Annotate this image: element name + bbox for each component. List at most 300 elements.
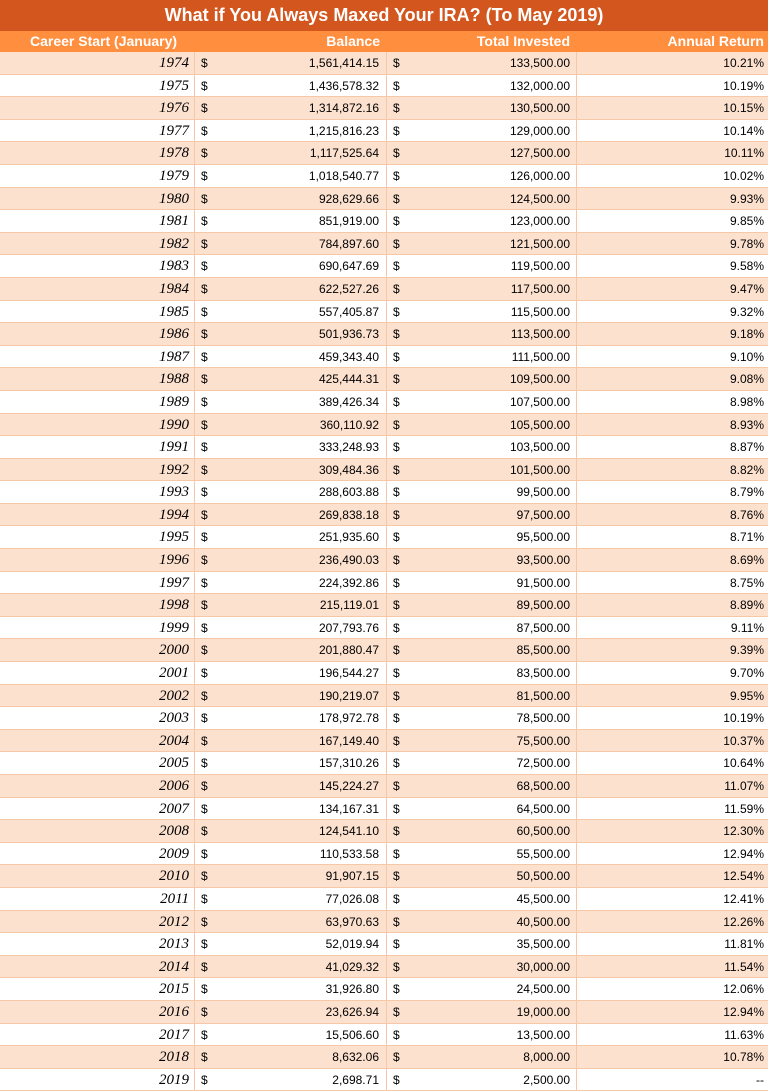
table-row <box>0 572 768 595</box>
balance-value: 251,935.60 <box>318 530 379 545</box>
currency-symbol: $ <box>201 553 208 568</box>
cell-annual-return[interactable]: 12.26% <box>576 911 768 933</box>
cell-year[interactable]: 1984 <box>159 280 189 297</box>
cell-year[interactable]: 2014 <box>159 958 189 975</box>
invested-value: 19,000.00 <box>516 1004 570 1019</box>
balance-value: 15,506.60 <box>325 1027 379 1042</box>
cell-balance[interactable] <box>194 255 386 277</box>
cell-total-invested[interactable] <box>386 843 576 865</box>
cell-total-invested[interactable] <box>386 255 576 277</box>
cell-balance[interactable] <box>194 210 386 232</box>
table-row <box>0 933 768 956</box>
invested-value: 50,500.00 <box>516 869 570 884</box>
cell-annual-return[interactable]: 9.78% <box>576 233 768 255</box>
table-row <box>0 662 768 685</box>
table-row <box>0 865 768 888</box>
cell-year[interactable]: 2008 <box>159 823 189 840</box>
cell-balance[interactable] <box>194 142 386 164</box>
currency-symbol: $ <box>201 914 208 929</box>
cell-annual-return[interactable]: 8.82% <box>576 459 768 481</box>
cell-balance[interactable] <box>194 97 386 119</box>
cell-year[interactable]: 2007 <box>159 800 189 817</box>
cell-year[interactable]: 2001 <box>159 665 189 682</box>
cell-total-invested[interactable] <box>386 956 576 978</box>
cell-total-invested[interactable] <box>386 707 576 729</box>
currency-symbol: $ <box>393 304 400 319</box>
balance-value: 501,936.73 <box>318 327 379 342</box>
cell-total-invested[interactable] <box>386 414 576 436</box>
cell-annual-return[interactable]: 11.81% <box>576 933 768 955</box>
cell-balance[interactable] <box>194 391 386 413</box>
cell-balance[interactable] <box>194 820 386 842</box>
balance-value: 309,484.36 <box>318 462 379 477</box>
cell-annual-return[interactable]: 10.64% <box>576 752 768 774</box>
currency-symbol: $ <box>393 1027 400 1042</box>
currency-symbol: $ <box>201 214 208 229</box>
cell-balance[interactable] <box>194 165 386 187</box>
balance-value: 1,117,525.64 <box>309 146 379 161</box>
invested-value: 30,000.00 <box>516 959 570 974</box>
cell-year[interactable]: 2018 <box>159 1049 189 1066</box>
cell-balance[interactable] <box>194 888 386 910</box>
table-row <box>0 120 768 143</box>
cell-annual-return[interactable]: 10.21% <box>576 52 768 74</box>
cell-balance[interactable] <box>194 617 386 639</box>
cell-year[interactable]: 1986 <box>159 326 189 343</box>
cell-balance[interactable] <box>194 323 386 345</box>
cell-year[interactable]: 2017 <box>159 1026 189 1043</box>
cell-annual-return[interactable]: 8.69% <box>576 549 768 571</box>
balance-value: 63,970.63 <box>325 914 379 929</box>
cell-balance[interactable] <box>194 639 386 661</box>
currency-symbol: $ <box>201 485 208 500</box>
cell-annual-return[interactable]: 10.11% <box>576 142 768 164</box>
cell-year[interactable]: 1981 <box>159 213 189 230</box>
cell-total-invested[interactable] <box>386 481 576 503</box>
cell-total-invested[interactable] <box>386 391 576 413</box>
balance-value: 52,019.94 <box>325 937 379 952</box>
balance-value: 8,632.06 <box>332 1050 379 1065</box>
cell-balance[interactable] <box>194 414 386 436</box>
cell-total-invested[interactable] <box>386 865 576 887</box>
cell-balance[interactable] <box>194 1046 386 1068</box>
cell-annual-return[interactable]: 9.18% <box>576 323 768 345</box>
cell-balance[interactable] <box>194 301 386 323</box>
currency-symbol: $ <box>393 168 400 183</box>
cell-total-invested[interactable] <box>386 639 576 661</box>
table-row <box>0 1046 768 1069</box>
cell-annual-return[interactable]: 8.76% <box>576 504 768 526</box>
balance-value: 167,149.40 <box>318 733 379 748</box>
cell-annual-return[interactable]: 10.19% <box>576 707 768 729</box>
cell-year[interactable]: 1996 <box>159 552 189 569</box>
invested-value: 101,500.00 <box>509 462 570 477</box>
table-row <box>0 956 768 979</box>
header-career-start[interactable]: Career Start (January) <box>30 33 178 49</box>
currency-symbol: $ <box>393 191 400 206</box>
cell-year[interactable]: 1997 <box>159 574 189 591</box>
header-annual-return[interactable]: Annual Return <box>667 33 764 49</box>
cell-year[interactable]: 1989 <box>159 393 189 410</box>
cell-year[interactable]: 2015 <box>159 981 189 998</box>
cell-total-invested[interactable] <box>386 188 576 210</box>
table-row <box>0 436 768 459</box>
cell-year[interactable]: 1995 <box>159 529 189 546</box>
cell-total-invested[interactable] <box>386 1001 576 1023</box>
cell-year[interactable]: 1994 <box>159 506 189 523</box>
invested-value: 121,500.00 <box>509 236 570 251</box>
table-row <box>0 481 768 504</box>
cell-year[interactable]: 2002 <box>159 687 189 704</box>
cell-year[interactable]: 2006 <box>159 778 189 794</box>
currency-symbol: $ <box>201 530 208 545</box>
cell-total-invested[interactable] <box>386 662 576 684</box>
currency-symbol: $ <box>201 507 208 522</box>
cell-balance[interactable] <box>194 933 386 955</box>
currency-symbol: $ <box>393 756 400 771</box>
cell-balance[interactable] <box>194 436 386 458</box>
balance-value: 215,119.01 <box>319 598 379 613</box>
cell-year[interactable]: 2019 <box>159 1071 189 1088</box>
cell-total-invested[interactable] <box>386 911 576 933</box>
cell-year[interactable]: 1974 <box>159 55 189 71</box>
currency-symbol: $ <box>393 553 400 568</box>
cell-total-invested[interactable] <box>386 75 576 97</box>
currency-symbol: $ <box>201 440 208 455</box>
cell-total-invested[interactable] <box>386 301 576 323</box>
cell-year[interactable]: 2011 <box>160 890 189 907</box>
currency-symbol: $ <box>201 304 208 319</box>
table-row <box>0 843 768 866</box>
cell-annual-return[interactable]: 9.47% <box>576 278 768 300</box>
currency-symbol: $ <box>393 327 400 342</box>
currency-symbol: $ <box>393 394 400 409</box>
invested-value: 103,500.00 <box>509 440 570 455</box>
table-row <box>0 549 768 572</box>
balance-value: 622,527.26 <box>318 281 379 296</box>
table-row <box>0 142 768 165</box>
cell-annual-return[interactable]: 10.37% <box>576 730 768 752</box>
cell-year[interactable]: 1980 <box>159 190 189 207</box>
invested-value: 99,500.00 <box>516 485 570 500</box>
cell-balance[interactable] <box>194 865 386 887</box>
cell-annual-return[interactable]: 9.58% <box>576 255 768 277</box>
cell-year[interactable]: 1988 <box>159 371 189 388</box>
currency-symbol: $ <box>201 236 208 251</box>
cell-year[interactable]: 1979 <box>159 167 189 184</box>
cell-balance[interactable] <box>194 843 386 865</box>
cell-year[interactable]: 1993 <box>159 484 189 501</box>
cell-year[interactable]: 1976 <box>159 100 189 117</box>
cell-annual-return[interactable]: 11.63% <box>576 1024 768 1046</box>
invested-value: 129,000.00 <box>509 123 570 138</box>
cell-annual-return[interactable]: 8.71% <box>576 526 768 548</box>
cell-balance[interactable] <box>194 368 386 390</box>
cell-annual-return[interactable]: 12.94% <box>576 843 768 865</box>
currency-symbol: $ <box>201 259 208 274</box>
cell-annual-return[interactable]: 12.94% <box>576 1001 768 1023</box>
balance-value: 178,972.78 <box>318 711 379 726</box>
table-row <box>0 255 768 278</box>
currency-symbol: $ <box>201 801 208 816</box>
cell-annual-return[interactable]: 9.11% <box>576 617 768 639</box>
cell-total-invested[interactable] <box>386 617 576 639</box>
cell-balance[interactable] <box>194 685 386 707</box>
table-row <box>0 165 768 188</box>
cell-total-invested[interactable] <box>386 798 576 820</box>
cell-year[interactable]: 1975 <box>159 77 189 94</box>
currency-symbol: $ <box>201 779 208 793</box>
cell-balance[interactable] <box>194 549 386 571</box>
invested-value: 115,500.00 <box>510 304 570 319</box>
cell-annual-return[interactable]: 10.78% <box>576 1046 768 1068</box>
cell-year[interactable]: 1985 <box>159 303 189 320</box>
invested-value: 24,500.00 <box>516 982 570 997</box>
currency-symbol: $ <box>393 236 400 251</box>
balance-value: 110,533.58 <box>319 846 379 861</box>
balance-value: 31,926.80 <box>325 982 379 997</box>
cell-total-invested[interactable] <box>386 978 576 1000</box>
invested-value: 72,500.00 <box>516 756 570 771</box>
cell-annual-return[interactable]: 8.87% <box>576 436 768 458</box>
cell-annual-return[interactable]: 12.54% <box>576 865 768 887</box>
cell-balance[interactable] <box>194 798 386 820</box>
cell-year[interactable]: 1991 <box>159 439 189 456</box>
cell-balance[interactable] <box>194 459 386 481</box>
invested-value: 119,500.00 <box>510 259 570 274</box>
invested-value: 81,500.00 <box>516 688 570 703</box>
cell-annual-return[interactable]: 10.02% <box>576 165 768 187</box>
balance-value: 236,490.03 <box>318 553 379 568</box>
currency-symbol: $ <box>393 733 400 748</box>
table-row <box>0 526 768 549</box>
cell-annual-return[interactable]: 8.79% <box>576 481 768 503</box>
cell-balance[interactable] <box>194 526 386 548</box>
cell-year[interactable]: 1977 <box>159 122 189 139</box>
cell-annual-return[interactable]: 12.30% <box>576 820 768 842</box>
cell-balance[interactable] <box>194 730 386 752</box>
currency-symbol: $ <box>201 575 208 590</box>
cell-total-invested[interactable] <box>386 1046 576 1068</box>
cell-annual-return[interactable]: 8.98% <box>576 391 768 413</box>
cell-total-invested[interactable] <box>386 233 576 255</box>
cell-balance[interactable] <box>194 52 386 74</box>
cell-total-invested[interactable] <box>386 594 576 616</box>
currency-symbol: $ <box>393 891 400 906</box>
cell-balance[interactable] <box>194 662 386 684</box>
cell-annual-return[interactable]: 9.70% <box>576 662 768 684</box>
cell-year[interactable]: 1999 <box>159 619 189 636</box>
cell-total-invested[interactable] <box>386 52 576 74</box>
currency-symbol: $ <box>201 869 208 884</box>
currency-symbol: $ <box>393 507 400 522</box>
cell-year[interactable]: 1982 <box>159 235 189 252</box>
cell-year[interactable]: 2005 <box>159 755 189 772</box>
cell-balance[interactable] <box>194 978 386 1000</box>
cell-annual-return[interactable]: 10.14% <box>576 120 768 142</box>
cell-total-invested[interactable] <box>386 142 576 164</box>
currency-symbol: $ <box>393 123 400 138</box>
cell-total-invested[interactable] <box>386 120 576 142</box>
invested-value: 35,500.00 <box>516 937 570 952</box>
cell-year[interactable]: 2003 <box>159 710 189 727</box>
cell-total-invested[interactable] <box>386 346 576 368</box>
invested-value: 105,500.00 <box>509 417 570 432</box>
currency-symbol: $ <box>393 620 400 635</box>
header-balance[interactable]: Balance <box>326 33 380 49</box>
cell-annual-return[interactable]: 12.06% <box>576 978 768 1000</box>
currency-symbol: $ <box>201 846 208 861</box>
cell-total-invested[interactable] <box>386 526 576 548</box>
cell-total-invested[interactable] <box>386 323 576 345</box>
cell-annual-return[interactable]: 9.85% <box>576 210 768 232</box>
balance-value: 389,426.34 <box>318 394 379 409</box>
cell-balance[interactable] <box>194 278 386 300</box>
cell-total-invested[interactable] <box>386 210 576 232</box>
cell-year[interactable]: 1992 <box>159 461 189 478</box>
invested-value: 91,500.00 <box>516 575 570 590</box>
table-row <box>0 210 768 233</box>
table-row <box>0 414 768 437</box>
currency-symbol: $ <box>201 982 208 997</box>
cell-balance[interactable] <box>194 504 386 526</box>
header-row <box>0 31 768 52</box>
currency-symbol: $ <box>201 281 208 296</box>
invested-value: 83,500.00 <box>516 666 570 681</box>
invested-value: 132,000.00 <box>509 78 570 93</box>
cell-annual-return[interactable]: 8.89% <box>576 594 768 616</box>
invested-value: 107,500.00 <box>509 394 570 409</box>
cell-balance[interactable] <box>194 911 386 933</box>
cell-total-invested[interactable] <box>386 572 576 594</box>
cell-balance[interactable] <box>194 481 386 503</box>
cell-annual-return[interactable]: 9.93% <box>576 188 768 210</box>
cell-annual-return[interactable]: -- <box>576 1069 768 1091</box>
cell-annual-return[interactable]: 11.54% <box>576 956 768 978</box>
cell-year[interactable]: 1990 <box>159 416 189 433</box>
cell-year[interactable]: 2013 <box>159 936 189 953</box>
cell-balance[interactable] <box>194 775 386 797</box>
cell-total-invested[interactable] <box>386 436 576 458</box>
cell-total-invested[interactable] <box>386 459 576 481</box>
currency-symbol: $ <box>201 417 208 432</box>
cell-total-invested[interactable] <box>386 888 576 910</box>
balance-value: 690,647.69 <box>318 259 379 274</box>
cell-year[interactable]: 1987 <box>159 348 189 365</box>
invested-value: 45,500.00 <box>516 891 570 906</box>
invested-value: 117,500.00 <box>510 281 570 296</box>
cell-balance[interactable] <box>194 346 386 368</box>
invested-value: 60,500.00 <box>516 824 570 839</box>
cell-annual-return[interactable]: 9.39% <box>576 639 768 661</box>
table-row <box>0 52 768 75</box>
cell-total-invested[interactable] <box>386 820 576 842</box>
cell-total-invested[interactable] <box>386 752 576 774</box>
table-row <box>0 323 768 346</box>
table-row <box>0 888 768 911</box>
cell-total-invested[interactable] <box>386 1024 576 1046</box>
balance-value: 1,018,540.77 <box>308 168 379 183</box>
cell-balance[interactable] <box>194 188 386 210</box>
cell-total-invested[interactable] <box>386 278 576 300</box>
cell-year[interactable]: 2016 <box>159 1003 189 1020</box>
cell-year[interactable]: 1983 <box>159 258 189 275</box>
balance-value: 784,897.60 <box>318 236 379 251</box>
cell-total-invested[interactable] <box>386 368 576 390</box>
cell-total-invested[interactable] <box>386 504 576 526</box>
cell-balance[interactable] <box>194 75 386 97</box>
cell-total-invested[interactable] <box>386 730 576 752</box>
balance-value: 224,392.86 <box>318 575 379 590</box>
balance-value: 333,248.93 <box>318 440 379 455</box>
cell-balance[interactable] <box>194 1069 386 1091</box>
cell-balance[interactable] <box>194 594 386 616</box>
table-row <box>0 617 768 640</box>
balance-value: 196,544.27 <box>318 666 379 681</box>
invested-value: 85,500.00 <box>516 643 570 658</box>
cell-balance[interactable] <box>194 707 386 729</box>
cell-annual-return[interactable]: 10.15% <box>576 97 768 119</box>
header-total-invested[interactable]: Total Invested <box>476 33 570 49</box>
cell-year[interactable]: 2012 <box>159 913 189 930</box>
cell-annual-return[interactable]: 8.93% <box>576 414 768 436</box>
cell-annual-return[interactable]: 8.75% <box>576 572 768 594</box>
cell-year[interactable]: 1998 <box>159 597 189 614</box>
cell-balance[interactable] <box>194 1024 386 1046</box>
cell-annual-return[interactable]: 9.10% <box>576 346 768 368</box>
cell-annual-return[interactable]: 11.59% <box>576 798 768 820</box>
cell-year[interactable]: 2010 <box>159 868 189 885</box>
cell-balance[interactable] <box>194 572 386 594</box>
cell-annual-return[interactable]: 9.08% <box>576 368 768 390</box>
balance-value: 201,880.47 <box>318 643 379 658</box>
cell-balance[interactable] <box>194 120 386 142</box>
cell-annual-return[interactable]: 9.32% <box>576 301 768 323</box>
currency-symbol: $ <box>393 824 400 839</box>
cell-balance[interactable] <box>194 1001 386 1023</box>
cell-year[interactable]: 2004 <box>159 732 189 749</box>
cell-balance[interactable] <box>194 956 386 978</box>
cell-total-invested[interactable] <box>386 775 576 797</box>
balance-value: 1,215,816.23 <box>308 123 379 138</box>
cell-total-invested[interactable] <box>386 549 576 571</box>
cell-annual-return[interactable]: 9.95% <box>576 685 768 707</box>
cell-balance[interactable] <box>194 233 386 255</box>
currency-symbol: $ <box>393 101 400 116</box>
cell-year[interactable]: 2000 <box>159 642 189 659</box>
currency-symbol: $ <box>393 575 400 590</box>
balance-value: 134,167.31 <box>318 801 379 816</box>
cell-year[interactable]: 1978 <box>159 145 189 162</box>
cell-annual-return[interactable]: 11.07% <box>576 775 768 797</box>
cell-total-invested[interactable] <box>386 1069 576 1091</box>
cell-year[interactable]: 2009 <box>159 845 189 862</box>
cell-total-invested[interactable] <box>386 685 576 707</box>
invested-value: 111,500.00 <box>511 349 570 364</box>
table-row <box>0 459 768 482</box>
currency-symbol: $ <box>393 78 400 93</box>
cell-annual-return[interactable]: 10.19% <box>576 75 768 97</box>
cell-balance[interactable] <box>194 752 386 774</box>
cell-annual-return[interactable]: 12.41% <box>576 888 768 910</box>
invested-value: 123,000.00 <box>509 214 570 229</box>
balance-value: 2,698.71 <box>332 1072 379 1087</box>
currency-symbol: $ <box>201 349 208 364</box>
cell-total-invested[interactable] <box>386 165 576 187</box>
cell-total-invested[interactable] <box>386 933 576 955</box>
table-row <box>0 391 768 414</box>
cell-total-invested[interactable] <box>386 97 576 119</box>
